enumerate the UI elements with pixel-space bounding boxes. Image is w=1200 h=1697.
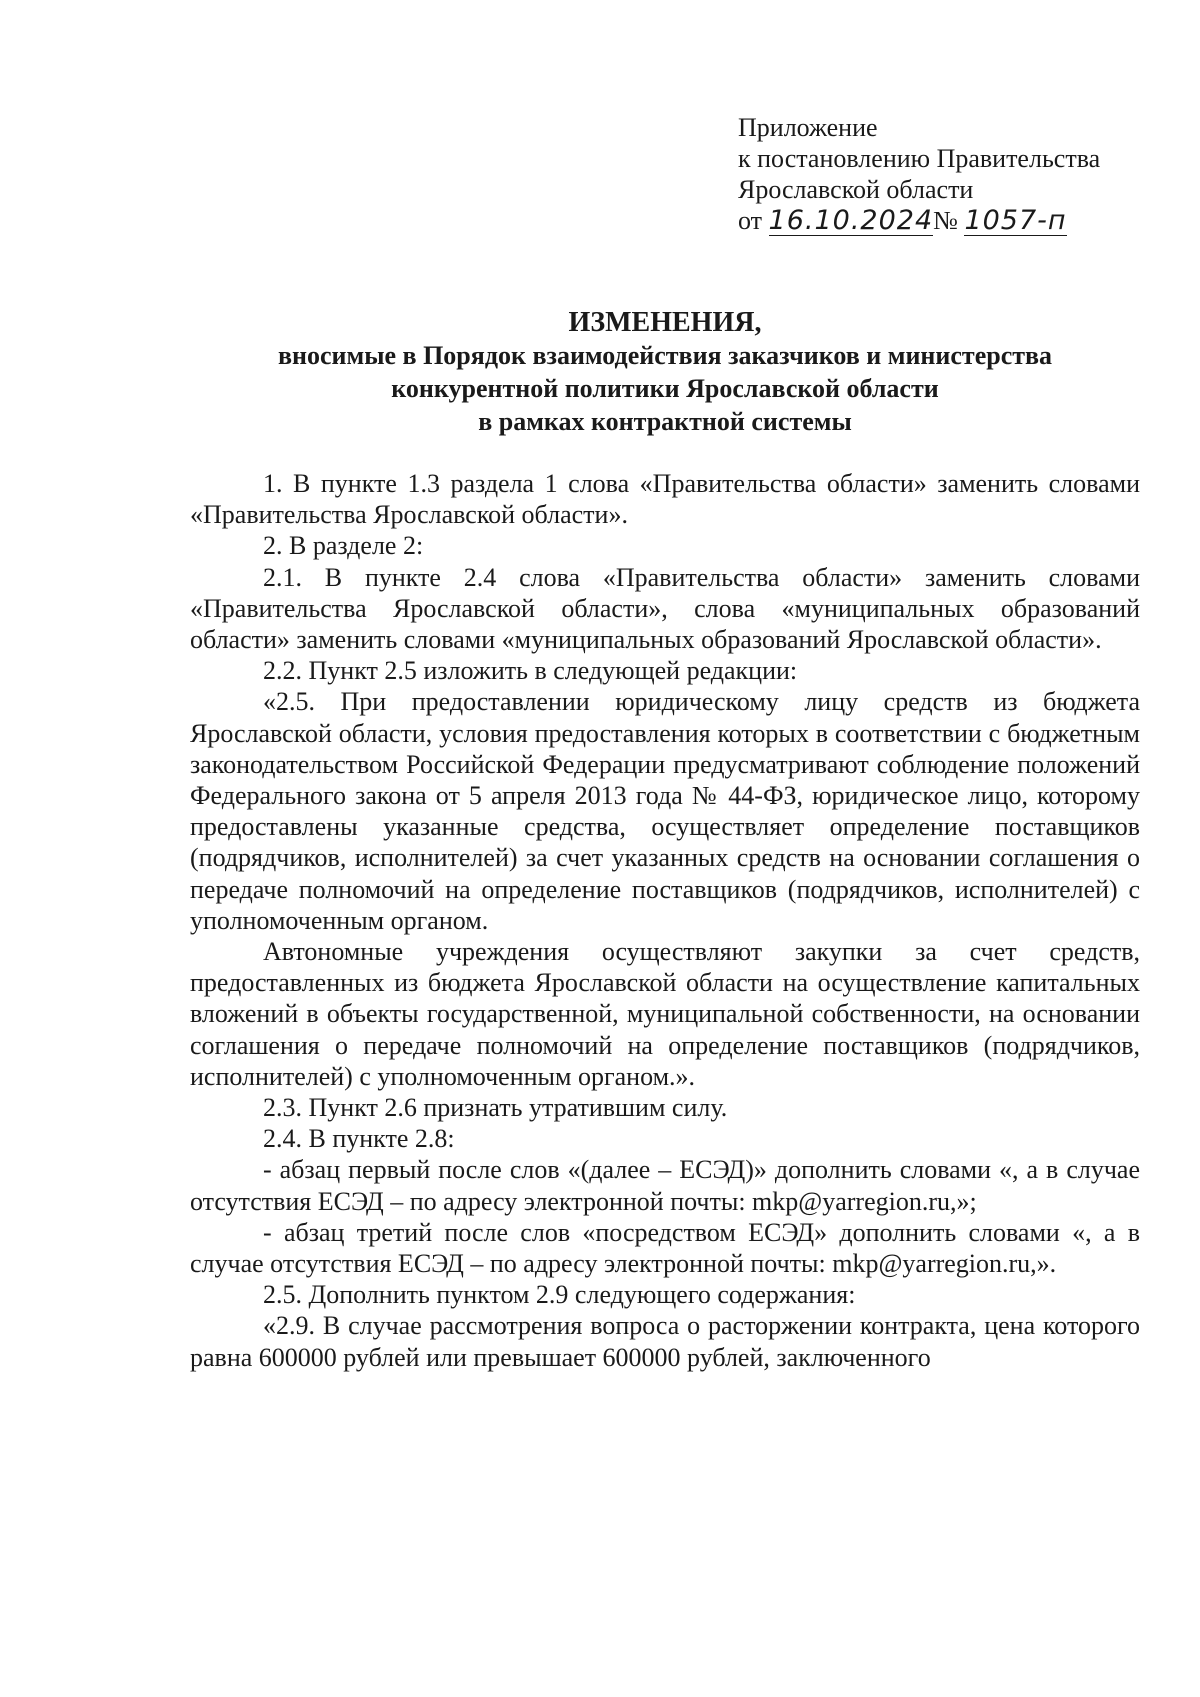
- appendix-line-3: Ярославской области: [738, 175, 974, 204]
- paragraph-2-4: 2.4. В пункте 2.8:: [263, 1124, 455, 1154]
- paragraph-2-1: 2.1. В пункте 2.4 слова «Правительства области» заменить словами «Правительства Ярославской области», слова «муниципальных образований области» заменить словами «муниципальных образований Ярославской области».: [190, 562, 1140, 655]
- document-title: [190, 306, 1140, 438]
- appendix-line-2: к постановлению Правительства: [738, 144, 1101, 173]
- paragraph-2-2: 2.2. Пункт 2.5 изложить в следующей редакции:: [263, 656, 798, 686]
- paragraph-1: 1. В пункте 1.3 раздела 1 слова «Правительства области» заменить словами «Правительства Ярославской области».: [190, 469, 1140, 530]
- title-line-3: конкурентной политики Ярославской области: [391, 374, 939, 403]
- paragraph-abzac-1: - абзац первый после слов «(далее – ЕСЭД)» дополнить словами «, а в случае отсутствия ЕСЭД – по адресу электронной почты: mkp@yarregion.ru,»;: [190, 1155, 1140, 1216]
- handwritten-number: 1057-п: [964, 205, 1067, 236]
- paragraph-2: 2. В разделе 2:: [263, 531, 424, 561]
- appendix-header: [738, 112, 1100, 236]
- paragraph-abzac-3: - абзац третий после слов «посредством ЕСЭД» дополнить словами «, а в случае отсутствия ЕСЭД – по адресу электронной почты: mkp@yarregion.ru,».: [190, 1217, 1140, 1279]
- date-prefix: от: [738, 206, 763, 235]
- number-sign: №: [933, 206, 958, 235]
- handwritten-date: 16.10.2024: [768, 205, 934, 236]
- appendix-date-line: [738, 205, 1100, 236]
- title-line-4: в рамках контрактной системы: [478, 407, 852, 436]
- appendix-line-1: Приложение: [738, 113, 878, 142]
- document-body: [190, 468, 1140, 1373]
- paragraph-2-9-quote: «2.9. В случае рассмотрения вопроса о расторжении контракта, цена которого равна 600000 рублей или превышает 600000 рублей, заключенного: [190, 1311, 1140, 1372]
- paragraph-2-3: 2.3. Пункт 2.6 признать утратившим силу.: [263, 1093, 728, 1123]
- title-main: ИЗМЕНЕНИЯ,: [568, 307, 762, 338]
- title-line-2: вносимые в Порядок взаимодействия заказчиков и министерства: [277, 341, 1053, 370]
- paragraph-2-5-quote: «2.5. При предоставлении юридическому лицу средств из бюджета Ярославской области, условия предоставления которых в соответствии с бюджетным законодательством Российской Федерации предусматривают соблюдение положений Федерального закона от 5 апреля 2013 года № 44-ФЗ, юридическое лицо, которому предоставлены указанные средства, осуществляет определение поставщиков (подрядчиков, исполнителей) за счет указанных средств на основании соглашения о передаче полномочий на определение поставщиков (подрядчиков, исполнителей) с уполномоченным органом.: [190, 687, 1140, 935]
- paragraph-autonomous: Автономные учреждения осуществляют закупки за счет средств, предоставленных из бюджета Ярославской области на осуществление капитальных вложений в объекты государственной, муниципальной собственности, на основании соглашения о передаче полномочий на определение поставщиков (подрядчиков, исполнителей) с уполномоченным органом.».: [190, 937, 1140, 1091]
- paragraph-2-5: 2.5. Дополнить пунктом 2.9 следующего содержания:: [263, 1280, 856, 1310]
